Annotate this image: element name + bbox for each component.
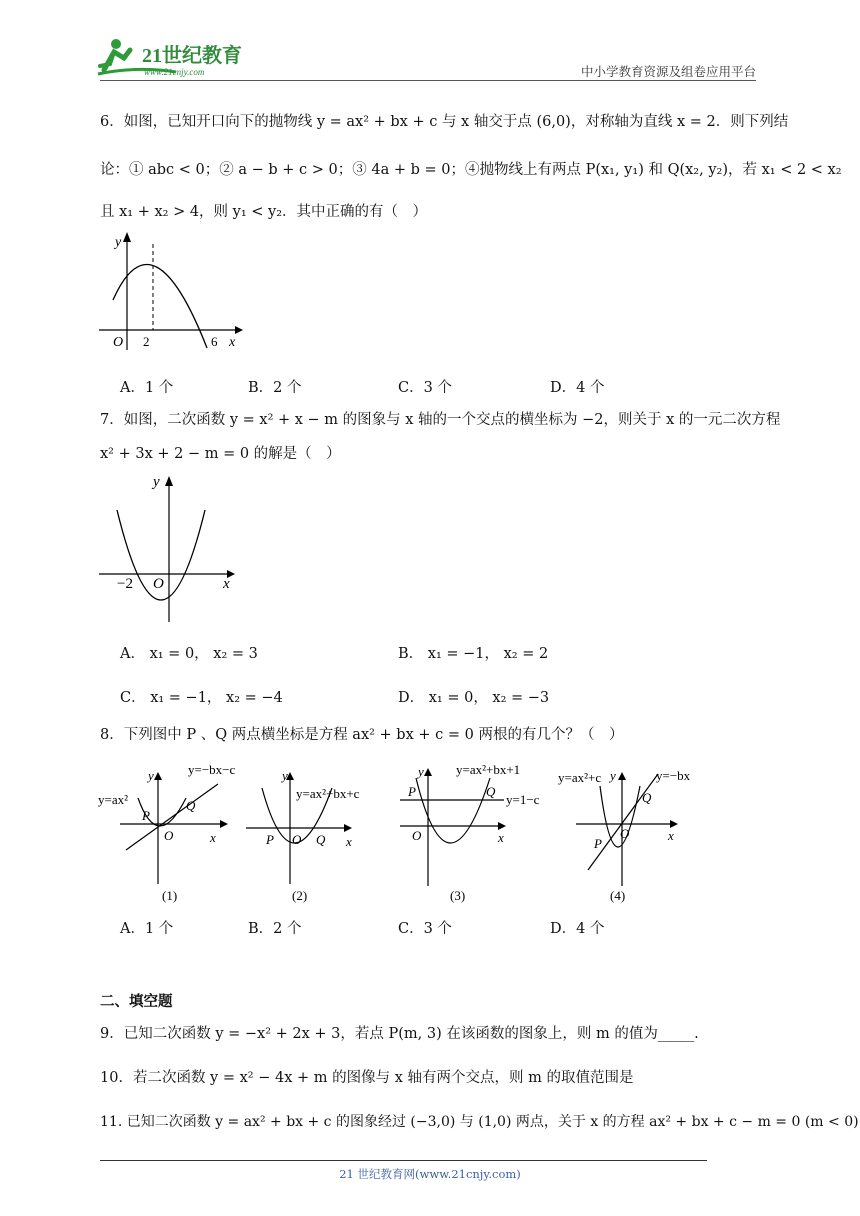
origin-label: O xyxy=(153,576,164,592)
svg-text:x: x xyxy=(346,834,352,849)
q8-option-d[interactable]: D．4 个 xyxy=(550,921,605,937)
q6-option-b[interactable]: B．2 个 xyxy=(248,380,302,396)
y-label: y xyxy=(115,235,122,250)
q11-text: 11. 已知二次函数 y = ax² + bx + c 的图象经过 (−3,0) 与 (1,0) 两点，关于 x 的方程 ax² + bx + c − m = 0 (m < 0) xyxy=(100,1114,859,1130)
q6-line-1: 6．如图，已知开口向下的抛物线 y = ax² + bx + c 与 x 轴交于点 (6,0)，对称轴为直线 x = 2．则下列结 xyxy=(100,114,789,130)
svg-text:Q: Q xyxy=(642,790,652,805)
q6-line-2: 论：① abc < 0；② a − b + c > 0；③ 4a + b = 0；④抛物线上有两点 P(x₁, y₁) 和 Q(x₂, y₂)，若 x₁ < 2 < x₂ xyxy=(100,162,842,178)
q6-option-a[interactable]: A．1 个 xyxy=(120,380,174,396)
logo[interactable] xyxy=(96,36,256,80)
svg-text:Q: Q xyxy=(486,784,496,799)
svg-text:y: y xyxy=(610,768,616,783)
q7-option-a[interactable]: A． x₁ = 0， x₂ = 3 xyxy=(120,646,258,662)
q6-graph xyxy=(95,230,245,355)
x-axis-arrow-icon xyxy=(220,820,228,828)
svg-text:P: P xyxy=(142,808,150,823)
svg-text:(2): (2) xyxy=(292,888,308,903)
x-axis-arrow-icon xyxy=(670,820,678,828)
svg-text:x: x xyxy=(210,830,216,845)
svg-text:y=ax²: y=ax² xyxy=(98,792,128,807)
svg-text:y: y xyxy=(148,768,154,783)
svg-text:y=ax²+bx+1: y=ax²+bx+1 xyxy=(456,762,521,777)
svg-text:x: x xyxy=(668,828,674,843)
y-axis-arrow-icon xyxy=(123,232,131,242)
q7-option-c[interactable]: C． x₁ = −1， x₂ = −4 xyxy=(120,690,283,706)
origin-label: O xyxy=(113,335,124,350)
q8-graph-3 xyxy=(396,758,546,906)
svg-text:y: y xyxy=(418,764,424,779)
tick-neg2-label: −2 xyxy=(117,576,133,592)
y-label: y xyxy=(153,474,160,490)
x-axis-arrow-icon xyxy=(235,326,243,334)
header-divider xyxy=(100,80,756,81)
x-label: x xyxy=(223,576,230,592)
svg-text:P: P xyxy=(594,836,602,851)
svg-text:P: P xyxy=(408,784,416,799)
svg-text:y=−bx−c: y=−bx−c xyxy=(188,762,236,777)
footer-text[interactable]: 21 世纪教育网(www.21cnjy.com) xyxy=(339,1167,521,1181)
q8-option-a[interactable]: A．1 个 xyxy=(120,921,174,937)
q7-option-d[interactable]: D． x₁ = 0， x₂ = −3 xyxy=(398,690,550,706)
footer-divider xyxy=(100,1160,707,1161)
svg-text:Q: Q xyxy=(316,832,326,847)
q6-option-c[interactable]: C．3 个 xyxy=(398,380,452,396)
q8-line-1: 8．下列图中 P 、Q 两点横坐标是方程 ax² + bx + c = 0 两根的有几个？（ ） xyxy=(100,727,624,743)
svg-text:O: O xyxy=(164,828,174,843)
q8-option-c[interactable]: C．3 个 xyxy=(398,921,452,937)
svg-text:y=1−c: y=1−c xyxy=(506,792,540,807)
svg-text:x: x xyxy=(498,830,504,845)
q7-graph xyxy=(95,470,245,630)
q7-line-2: x² + 3x + 2 − m = 0 的解是（ ） xyxy=(100,446,341,462)
tick-2-label: 2 xyxy=(143,334,150,349)
section-2-title: 二、填空题 xyxy=(100,994,173,1010)
q6-line-3: 且 x₁ + x₂ > 4，则 y₁ < y₂．其中正确的有（ ） xyxy=(100,204,428,220)
q6-option-d[interactable]: D．4 个 xyxy=(550,380,605,396)
svg-text:y=−bx: y=−bx xyxy=(656,768,691,783)
y-axis-arrow-icon xyxy=(154,772,162,780)
y-axis-arrow-icon xyxy=(618,772,626,780)
x-label: x xyxy=(229,335,236,350)
logo-url-text: www.21cnjy.com xyxy=(144,67,205,77)
q7-line-1: 7．如图，二次函数 y = x² + x − m 的图象与 x 轴的一个交点的横坐标为 −2，则关于 x 的一元二次方程 xyxy=(100,412,781,428)
platform-name: 中小学教育资源及组卷应用平台 xyxy=(580,64,756,79)
tick-6-label: 6 xyxy=(211,334,218,349)
x-axis-arrow-icon xyxy=(344,824,352,832)
svg-text:(4): (4) xyxy=(610,888,626,903)
q8-graph-4 xyxy=(556,758,706,906)
q7-option-b[interactable]: B． x₁ = −1， x₂ = 2 xyxy=(398,646,549,662)
q8-option-b[interactable]: B．2 个 xyxy=(248,921,302,937)
q9-text: 9．已知二次函数 y = −x² + 2x + 3，若点 P(m, 3) 在该函数的图象上，则 m 的值为_____. xyxy=(100,1026,699,1042)
svg-text:O: O xyxy=(292,832,302,847)
y-axis-arrow-icon xyxy=(424,768,432,776)
svg-text:P: P xyxy=(266,832,274,847)
logo-main-text: 21世纪教育 xyxy=(142,45,242,67)
svg-text:(3): (3) xyxy=(450,888,466,903)
svg-text:y=ax²+c: y=ax²+c xyxy=(558,770,602,785)
svg-text:y=ax²+bx+c: y=ax²+bx+c xyxy=(296,786,360,801)
svg-text:O: O xyxy=(412,828,422,843)
q10-text: 10．若二次函数 y = x² − 4x + m 的图像与 x 轴有两个交点，则 m 的取值范围是 xyxy=(100,1070,634,1086)
svg-text:O: O xyxy=(620,826,630,841)
svg-text:y: y xyxy=(282,768,288,783)
svg-text:(1): (1) xyxy=(162,888,178,903)
svg-text:Q: Q xyxy=(186,798,196,813)
q8-graph-2 xyxy=(242,758,382,906)
x-axis-arrow-icon xyxy=(498,822,506,830)
q8-graph-1 xyxy=(98,758,248,906)
y-axis-arrow-icon xyxy=(165,476,173,486)
